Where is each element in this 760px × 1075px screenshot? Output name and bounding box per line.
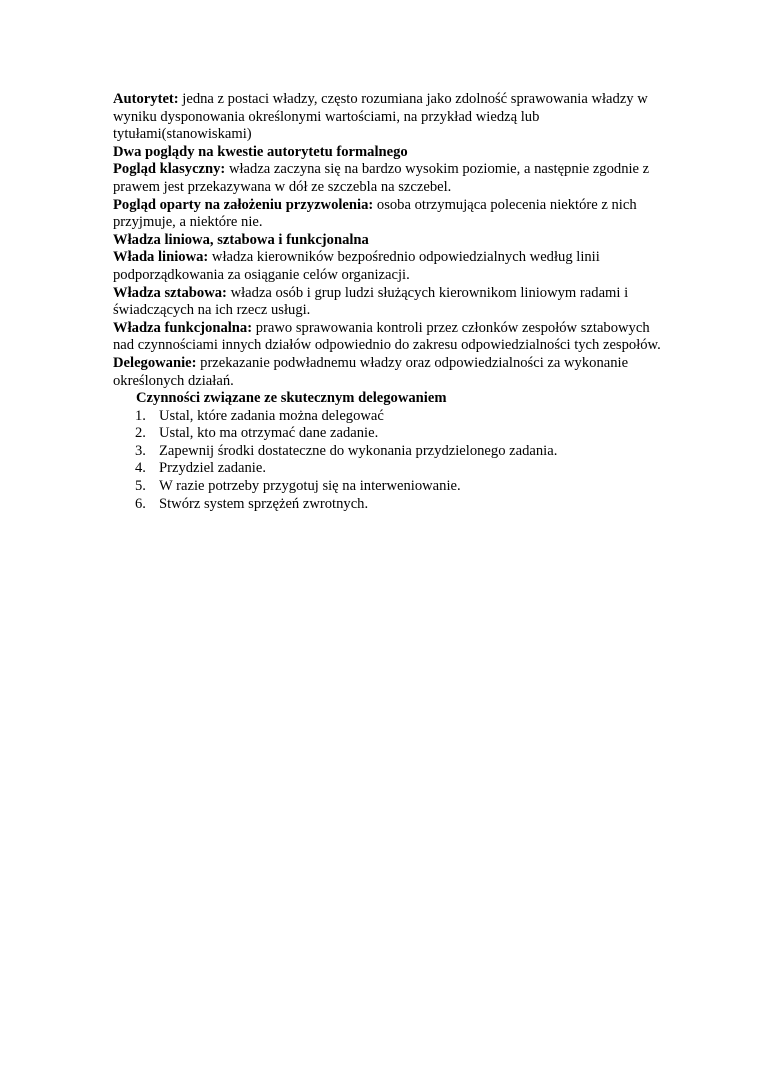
definition-wlada-liniowa: władza kierowników bezpośrednio odpowiedzialnych według linii podporządkowania za osiąganie celów organizacji. <box>113 249 600 283</box>
term-wladza-funkcjonalna: Władza funkcjonalna: <box>113 319 253 336</box>
list-item-text: Zapewnij środki dostateczne do wykonania przydzielonego zadania. <box>159 442 558 459</box>
list-item <box>113 496 673 514</box>
term-wladza-sztabowa: Władza sztabowa: <box>113 284 227 301</box>
term-poglad-klasyczny: Pogląd klasyczny: <box>113 161 226 178</box>
term-wlada-liniowa: Włada liniowa: <box>113 249 209 266</box>
paragraph-wlada-liniowa <box>113 249 673 284</box>
list-item-number: 3. <box>135 442 146 459</box>
list-item-text: Ustal, które zadania można delegować <box>159 407 384 424</box>
definition-autorytet: jedna z postaci władzy, często rozumiana jako zdolność sprawowania władzy w wyniku dysponowania określonymi wartościami, na przykład wiedzą lub tytułami(stanowiskami) <box>113 91 648 143</box>
list-item <box>113 408 673 426</box>
definition-poglad-klasyczny: władza zaczyna się na bardzo wysokim poziomie, a następnie zgodnie z prawem jest przekazywana w dół ze szczebla na szczebel. <box>113 161 650 195</box>
list-item-number: 1. <box>135 407 146 424</box>
list-item-number: 4. <box>135 460 146 477</box>
paragraph-wladza-funkcjonalna <box>113 320 673 355</box>
document-page <box>113 91 673 513</box>
term-delegowanie: Delegowanie: <box>113 354 197 371</box>
definition-wladza-funkcjonalna: prawo sprawowania kontroli przez członków zespołów sztabowych nad czynnościami innych działów odpowiednio do zakresu odpowiedzialności tych zespołów. <box>113 319 661 354</box>
paragraph-poglad-przyzwolenia <box>113 197 673 232</box>
heading-wladza-types: Władza liniowa, sztabowa i funkcjonalna <box>113 231 369 248</box>
list-item <box>113 425 673 443</box>
definition-delegowanie: przekazanie podwładnemu władzy oraz odpowiedzialności za wykonanie określonych działań. <box>113 354 629 389</box>
list-item <box>113 478 673 496</box>
paragraph-autorytet <box>113 91 673 144</box>
paragraph-delegowanie <box>113 355 673 390</box>
list-item-text: W razie potrzeby przygotuj się na interweniowanie. <box>159 478 461 495</box>
definition-wladza-sztabowa: władza osób i grup ludzi służących kierownikom liniowym radami i świadczących na ich rzecz usługi. <box>113 284 629 319</box>
list-item-text: Ustal, kto ma otrzymać dane zadanie. <box>159 425 379 442</box>
list-title-delegowanie: Czynności związane ze skutecznym delegowaniem <box>136 390 447 407</box>
list-item <box>113 460 673 478</box>
list-item-text: Przydziel zadanie. <box>159 460 266 477</box>
list-item-text: Stwórz system sprzężeń zwrotnych. <box>159 495 369 512</box>
list-item-number: 5. <box>135 478 146 495</box>
delegation-steps-list <box>113 408 673 514</box>
list-item-number: 2. <box>135 425 146 442</box>
definition-poglad-przyzwolenia: osoba otrzymująca polecenia niektóre z nich przyjmuje, a niektóre nie. <box>113 196 637 231</box>
heading-autorytet-formalny: Dwa poglądy na kwestie autorytetu formalnego <box>113 143 408 160</box>
paragraph-wladza-sztabowa <box>113 285 673 320</box>
paragraph-poglad-klasyczny <box>113 161 673 196</box>
term-autorytet: Autorytet: <box>113 91 179 107</box>
term-poglad-przyzwolenia: Pogląd oparty na założeniu przyzwolenia: <box>113 196 374 213</box>
list-item <box>113 443 673 461</box>
list-item-number: 6. <box>135 495 146 512</box>
